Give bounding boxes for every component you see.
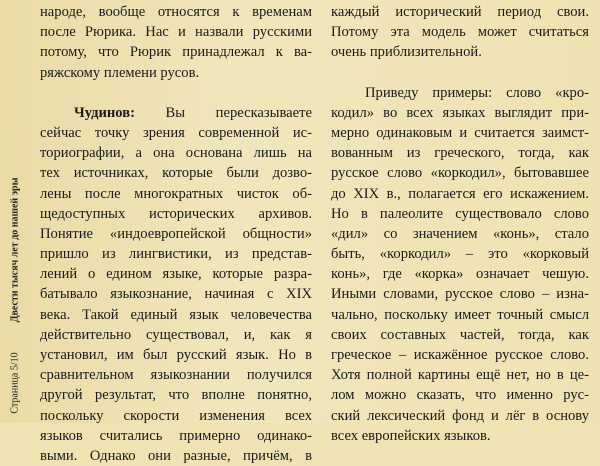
text-line: русское слово «коркодил», бытовавшее — [331, 165, 589, 182]
text-line: выми. Однако они разные, причём, в — [40, 447, 312, 464]
text-line: своих составных частей, тогда, как — [331, 326, 589, 343]
text-line: Потому эта модель может считаться — [331, 24, 589, 41]
text-line: Но в палеолите существовало слово — [331, 205, 589, 222]
text-line: мерно одинаковым и считается заимст- — [331, 124, 589, 141]
paragraph-gap — [331, 63, 589, 83]
text-line: ский лексический фонд и лёг в основу — [331, 407, 589, 424]
text-line: каждый исторический период свои. — [331, 4, 589, 20]
text-line: века. Такой единый язык человечества — [40, 306, 312, 323]
left-column — [40, 2, 312, 466]
text-line: Понятие «индоевропейской общности» — [40, 225, 312, 242]
text-line: народе, вообще относятся к временам — [40, 4, 312, 20]
running-title: Двести тысяч лет до нашей эры — [9, 177, 21, 323]
text-line: языков считались примерно одинако- — [40, 427, 312, 444]
text-line: Хотя полной картины ещё нет, но в це- — [331, 367, 589, 384]
text-line: ториографии, а она основана лишь на — [40, 145, 312, 162]
text-line: пришло из лингвистики, из представ- — [40, 246, 312, 263]
text-line: щедоступных исторических архивов. — [40, 205, 312, 222]
text-line: «дил» со значением «конь», стало — [331, 225, 589, 242]
text-line: другой результат, что вполне понятно, — [40, 387, 312, 404]
text-line: Иными словами, русское слово – изна- — [331, 286, 589, 303]
text-line: очень приблизительной. — [331, 44, 482, 61]
text-line: всех европейских языков. — [331, 427, 491, 444]
text-line: лений о едином языке, которые разра- — [40, 266, 312, 283]
text-line: чально, поскольку имеет точный смысл — [331, 306, 589, 323]
text-line: лены после многократных чисток об- — [40, 185, 312, 202]
text-line: сейчас точку зрения современной ис- — [40, 124, 312, 141]
speaker-label: Чудинов: — [74, 104, 135, 121]
text-line: после Рюрика. Нас и назвали русскими — [40, 24, 312, 41]
page-number: Страница 5/10 — [9, 352, 21, 414]
text-line: Приведу примеры: слово «кро- — [365, 84, 589, 101]
text-line: батывало языкознание, начиная с XIX — [40, 286, 312, 303]
text-line: до XIX в., полагается его искажением. — [331, 185, 589, 202]
text-line: сравнительном языкознании получился — [40, 367, 312, 384]
text-line: ряжскому племени русов. — [40, 64, 200, 81]
text-line: кодил» во всех языках выглядит при- — [331, 104, 589, 121]
text-line: греческое – искажённое русское слово. — [331, 347, 589, 363]
right-column — [331, 2, 589, 446]
text-line: поскольку скорости изменения всех — [40, 407, 312, 424]
text-line: потому, что Рюрик принадлежал к ва- — [40, 44, 312, 61]
text-line: установил, им был русский язык. Но в — [40, 347, 312, 363]
paragraph-gap — [40, 83, 312, 103]
text-line: лом можно сказать, что именно рус- — [331, 387, 589, 404]
text-line: быть, «коркодил» – это «корковый — [331, 246, 589, 263]
text-line: тех источниках, которые были дозво- — [40, 165, 312, 182]
text-line: конь», где «корка» означает чешую. — [331, 266, 589, 283]
page-spine — [0, 0, 30, 423]
text-line: действительно существовал, и, как я — [40, 326, 312, 343]
text-line — [40, 103, 312, 123]
speaker-text: Вы пересказываете — [165, 104, 312, 121]
text-line: вованным из греческого, тогда, как — [331, 145, 589, 162]
